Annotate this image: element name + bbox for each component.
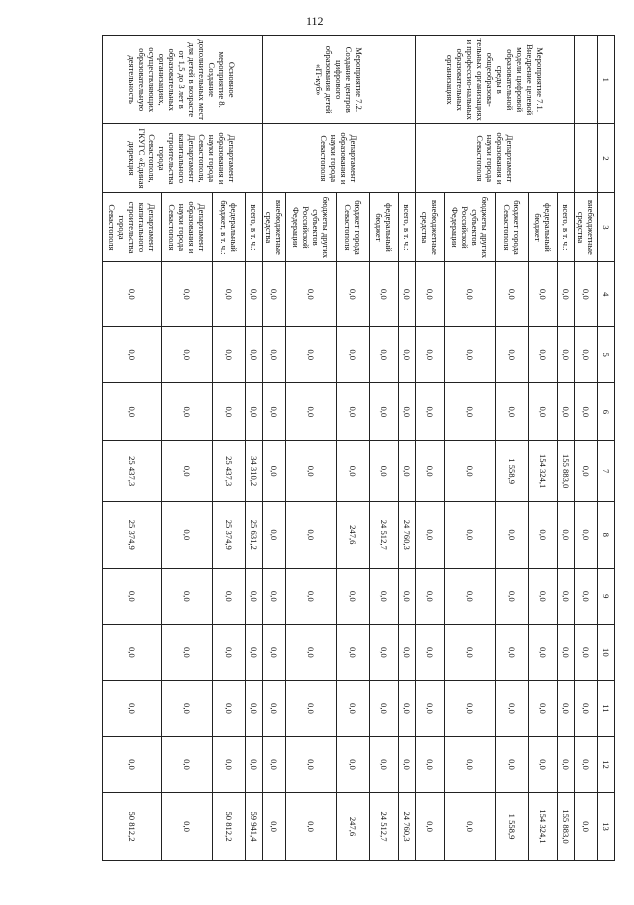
col-header: 7 — [598, 441, 615, 501]
table-row — [246, 36, 263, 861]
value-cell: 0,0 — [162, 383, 213, 441]
value-cell: 0,0 — [213, 383, 246, 441]
value-cell: 0,0 — [416, 736, 445, 792]
value-cell: 0,0 — [558, 568, 575, 624]
value-cell: 24 760,3 — [399, 793, 416, 861]
value-cell: 0,0 — [103, 736, 162, 792]
value-cell: 0,0 — [558, 501, 575, 568]
value-cell: 0,0 — [263, 680, 286, 736]
value-cell: 0,0 — [103, 327, 162, 383]
value-cell: 50 812,2 — [213, 793, 246, 861]
value-cell: 0,0 — [246, 680, 263, 736]
value-cell: 0,0 — [416, 680, 445, 736]
value-cell: 0,0 — [399, 441, 416, 501]
executor-cell — [575, 124, 598, 193]
value-cell: 1 558,9 — [496, 793, 529, 861]
value-cell: 0,0 — [286, 793, 337, 861]
value-cell: 0,0 — [575, 327, 598, 383]
value-cell: 0,0 — [337, 568, 370, 624]
value-cell: 34 310,2 — [246, 441, 263, 501]
value-cell: 0,0 — [213, 568, 246, 624]
value-cell: 0,0 — [103, 680, 162, 736]
value-cell: 0,0 — [286, 501, 337, 568]
source-cell: федеральный бюджет — [529, 193, 558, 262]
value-cell: 0,0 — [162, 501, 213, 568]
col-header: 12 — [598, 736, 615, 792]
value-cell: 154 324,1 — [529, 793, 558, 861]
value-cell: 0,0 — [213, 680, 246, 736]
value-cell: 0,0 — [103, 568, 162, 624]
value-cell: 24 512,7 — [370, 501, 399, 568]
value-cell: 0,0 — [370, 736, 399, 792]
value-cell: 0,0 — [103, 262, 162, 327]
value-cell: 0,0 — [558, 383, 575, 441]
value-cell: 0,0 — [103, 383, 162, 441]
source-cell: внебюджетные средства — [575, 193, 598, 262]
value-cell: 0,0 — [213, 624, 246, 680]
value-cell: 0,0 — [399, 680, 416, 736]
col-header: 11 — [598, 680, 615, 736]
value-cell: 0,0 — [399, 624, 416, 680]
event-cell: Мероприятие 7.2. Создание центров цифрового образования детей «IT-куб» — [263, 36, 416, 124]
value-cell: 0,0 — [496, 680, 529, 736]
value-cell: 0,0 — [399, 327, 416, 383]
budget-table — [102, 35, 615, 861]
value-cell: 24 760,3 — [399, 501, 416, 568]
value-cell: 0,0 — [263, 327, 286, 383]
source-cell: Департамент образования и науки города Севастополя — [162, 193, 213, 262]
col-header: 5 — [598, 327, 615, 383]
value-cell: 0,0 — [286, 736, 337, 792]
value-cell: 0,0 — [529, 262, 558, 327]
value-cell: 0,0 — [445, 383, 496, 441]
value-cell: 0,0 — [103, 624, 162, 680]
value-cell: 0,0 — [213, 327, 246, 383]
value-cell: 0,0 — [416, 327, 445, 383]
value-cell: 0,0 — [370, 327, 399, 383]
value-cell: 0,0 — [162, 262, 213, 327]
value-cell: 0,0 — [496, 568, 529, 624]
table-row — [399, 36, 416, 861]
value-cell: 0,0 — [246, 383, 263, 441]
value-cell: 24 512,7 — [370, 793, 399, 861]
value-cell: 0,0 — [213, 262, 246, 327]
value-cell: 0,0 — [162, 568, 213, 624]
value-cell: 0,0 — [370, 680, 399, 736]
rotated-table-container — [105, 35, 615, 861]
value-cell: 0,0 — [416, 262, 445, 327]
value-cell: 0,0 — [162, 680, 213, 736]
source-cell: всего, в т. ч.: — [399, 193, 416, 262]
col-header: 8 — [598, 501, 615, 568]
source-cell: бюджеты других субъектов Российской Федерации — [445, 193, 496, 262]
value-cell: 50 812,2 — [103, 793, 162, 861]
value-cell: 0,0 — [263, 441, 286, 501]
value-cell: 0,0 — [416, 441, 445, 501]
value-cell: 0,0 — [286, 624, 337, 680]
value-cell: 0,0 — [246, 262, 263, 327]
value-cell: 0,0 — [246, 327, 263, 383]
executor-cell: Департамент образования и науки города Севастополя — [263, 124, 416, 193]
value-cell: 0,0 — [496, 501, 529, 568]
value-cell: 0,0 — [286, 680, 337, 736]
event-cell — [575, 36, 598, 124]
table-row — [575, 36, 598, 861]
value-cell: 0,0 — [445, 624, 496, 680]
value-cell: 0,0 — [496, 624, 529, 680]
value-cell: 0,0 — [416, 568, 445, 624]
value-cell: 0,0 — [263, 736, 286, 792]
value-cell: 0,0 — [162, 327, 213, 383]
value-cell: 0,0 — [246, 624, 263, 680]
col-header: 4 — [598, 262, 615, 327]
value-cell: 0,0 — [445, 501, 496, 568]
source-cell: всего, в т. ч.: — [246, 193, 263, 262]
col-header: 3 — [598, 193, 615, 262]
value-cell: 0,0 — [445, 568, 496, 624]
value-cell: 0,0 — [445, 736, 496, 792]
value-cell: 0,0 — [529, 736, 558, 792]
value-cell: 0,0 — [416, 501, 445, 568]
source-cell: всего, в т. ч.: — [558, 193, 575, 262]
value-cell: 154 324,1 — [529, 441, 558, 501]
value-cell: 247,6 — [337, 793, 370, 861]
value-cell: 0,0 — [416, 383, 445, 441]
event-cell: Основное мероприятие 8. Создание дополнительных мест для детей в возрасте от 1,5 до 3 лет в образовательных организациях, осуществляющих образовательную деятельность — [103, 36, 263, 124]
value-cell: 155 883,0 — [558, 793, 575, 861]
value-cell: 0,0 — [213, 736, 246, 792]
value-cell: 25 374,9 — [213, 501, 246, 568]
value-cell: 0,0 — [529, 624, 558, 680]
value-cell: 59 941,4 — [246, 793, 263, 861]
source-cell: Департамент капитального строительства города Севастополя — [103, 193, 162, 262]
col-header: 13 — [598, 793, 615, 861]
value-cell: 0,0 — [263, 262, 286, 327]
value-cell: 0,0 — [558, 327, 575, 383]
value-cell: 0,0 — [337, 383, 370, 441]
source-cell: бюджеты других субъектов Российской Федерации — [286, 193, 337, 262]
value-cell: 0,0 — [286, 568, 337, 624]
value-cell: 0,0 — [337, 736, 370, 792]
col-header: 9 — [598, 568, 615, 624]
value-cell: 0,0 — [416, 624, 445, 680]
value-cell: 0,0 — [399, 383, 416, 441]
value-cell: 0,0 — [370, 383, 399, 441]
value-cell: 0,0 — [575, 501, 598, 568]
value-cell: 0,0 — [337, 262, 370, 327]
value-cell: 0,0 — [399, 736, 416, 792]
source-cell: внебюджетные средства — [263, 193, 286, 262]
value-cell: 0,0 — [445, 680, 496, 736]
value-cell: 0,0 — [575, 383, 598, 441]
col-header: 6 — [598, 383, 615, 441]
value-cell: 0,0 — [558, 262, 575, 327]
value-cell: 0,0 — [399, 262, 416, 327]
value-cell: 0,0 — [370, 568, 399, 624]
value-cell: 0,0 — [529, 568, 558, 624]
value-cell: 0,0 — [558, 736, 575, 792]
source-cell: федеральный бюджет, в т. ч.: — [213, 193, 246, 262]
value-cell: 0,0 — [445, 262, 496, 327]
value-cell: 0,0 — [337, 624, 370, 680]
value-cell: 0,0 — [162, 793, 213, 861]
header-row — [598, 36, 615, 861]
col-header: 2 — [598, 124, 615, 193]
value-cell: 0,0 — [162, 736, 213, 792]
value-cell: 0,0 — [496, 736, 529, 792]
value-cell: 0,0 — [575, 262, 598, 327]
value-cell: 0,0 — [337, 441, 370, 501]
value-cell: 0,0 — [162, 624, 213, 680]
value-cell: 0,0 — [529, 383, 558, 441]
value-cell: 155 883,0 — [558, 441, 575, 501]
value-cell: 0,0 — [575, 624, 598, 680]
value-cell: 25 437,3 — [103, 441, 162, 501]
source-cell: бюджет города Севастополя — [337, 193, 370, 262]
value-cell: 0,0 — [529, 501, 558, 568]
value-cell: 0,0 — [263, 501, 286, 568]
page-number: 112 — [306, 14, 324, 28]
value-cell: 247,6 — [337, 501, 370, 568]
col-header: 1 — [598, 36, 615, 124]
value-cell: 0,0 — [370, 441, 399, 501]
value-cell: 25 631,2 — [246, 501, 263, 568]
source-cell: федеральный бюджет — [370, 193, 399, 262]
executor-cell: Департамент образования и науки города Севастополя, Департамент капитального строительства города Севастополя, ГКУГС «Единая дирекция — [103, 124, 263, 193]
value-cell: 0,0 — [263, 383, 286, 441]
value-cell: 0,0 — [416, 793, 445, 861]
value-cell: 0,0 — [337, 327, 370, 383]
value-cell: 0,0 — [445, 441, 496, 501]
value-cell: 25 374,9 — [103, 501, 162, 568]
value-cell: 0,0 — [370, 624, 399, 680]
value-cell: 0,0 — [263, 568, 286, 624]
value-cell: 0,0 — [246, 568, 263, 624]
value-cell: 0,0 — [496, 262, 529, 327]
value-cell: 0,0 — [575, 568, 598, 624]
value-cell: 0,0 — [558, 680, 575, 736]
value-cell: 0,0 — [575, 441, 598, 501]
value-cell: 0,0 — [575, 680, 598, 736]
source-cell: внебюджетные средства — [416, 193, 445, 262]
value-cell: 0,0 — [370, 262, 399, 327]
value-cell: 0,0 — [496, 383, 529, 441]
value-cell: 0,0 — [263, 624, 286, 680]
value-cell: 0,0 — [529, 327, 558, 383]
executor-cell: Департамент образования и науки города Севастополя — [416, 124, 575, 193]
value-cell: 0,0 — [246, 736, 263, 792]
event-cell: Мероприятие 7.1. Внедрение целевой модели цифровой образовательной среды в общеобразова-тельных организациях и профессио-нальных образовательных организациях — [416, 36, 575, 124]
value-cell: 0,0 — [529, 680, 558, 736]
value-cell: 0,0 — [445, 327, 496, 383]
value-cell: 25 437,3 — [213, 441, 246, 501]
value-cell: 0,0 — [496, 327, 529, 383]
value-cell: 0,0 — [286, 262, 337, 327]
value-cell: 0,0 — [575, 793, 598, 861]
table-row — [558, 36, 575, 861]
value-cell: 0,0 — [286, 441, 337, 501]
value-cell: 1 558,9 — [496, 441, 529, 501]
source-cell: бюджет города Севастополя — [496, 193, 529, 262]
value-cell: 0,0 — [263, 793, 286, 861]
col-header: 10 — [598, 624, 615, 680]
value-cell: 0,0 — [337, 680, 370, 736]
value-cell: 0,0 — [399, 568, 416, 624]
value-cell: 0,0 — [575, 736, 598, 792]
value-cell: 0,0 — [286, 327, 337, 383]
value-cell: 0,0 — [286, 383, 337, 441]
value-cell: 0,0 — [558, 624, 575, 680]
value-cell: 0,0 — [445, 793, 496, 861]
value-cell: 0,0 — [162, 441, 213, 501]
